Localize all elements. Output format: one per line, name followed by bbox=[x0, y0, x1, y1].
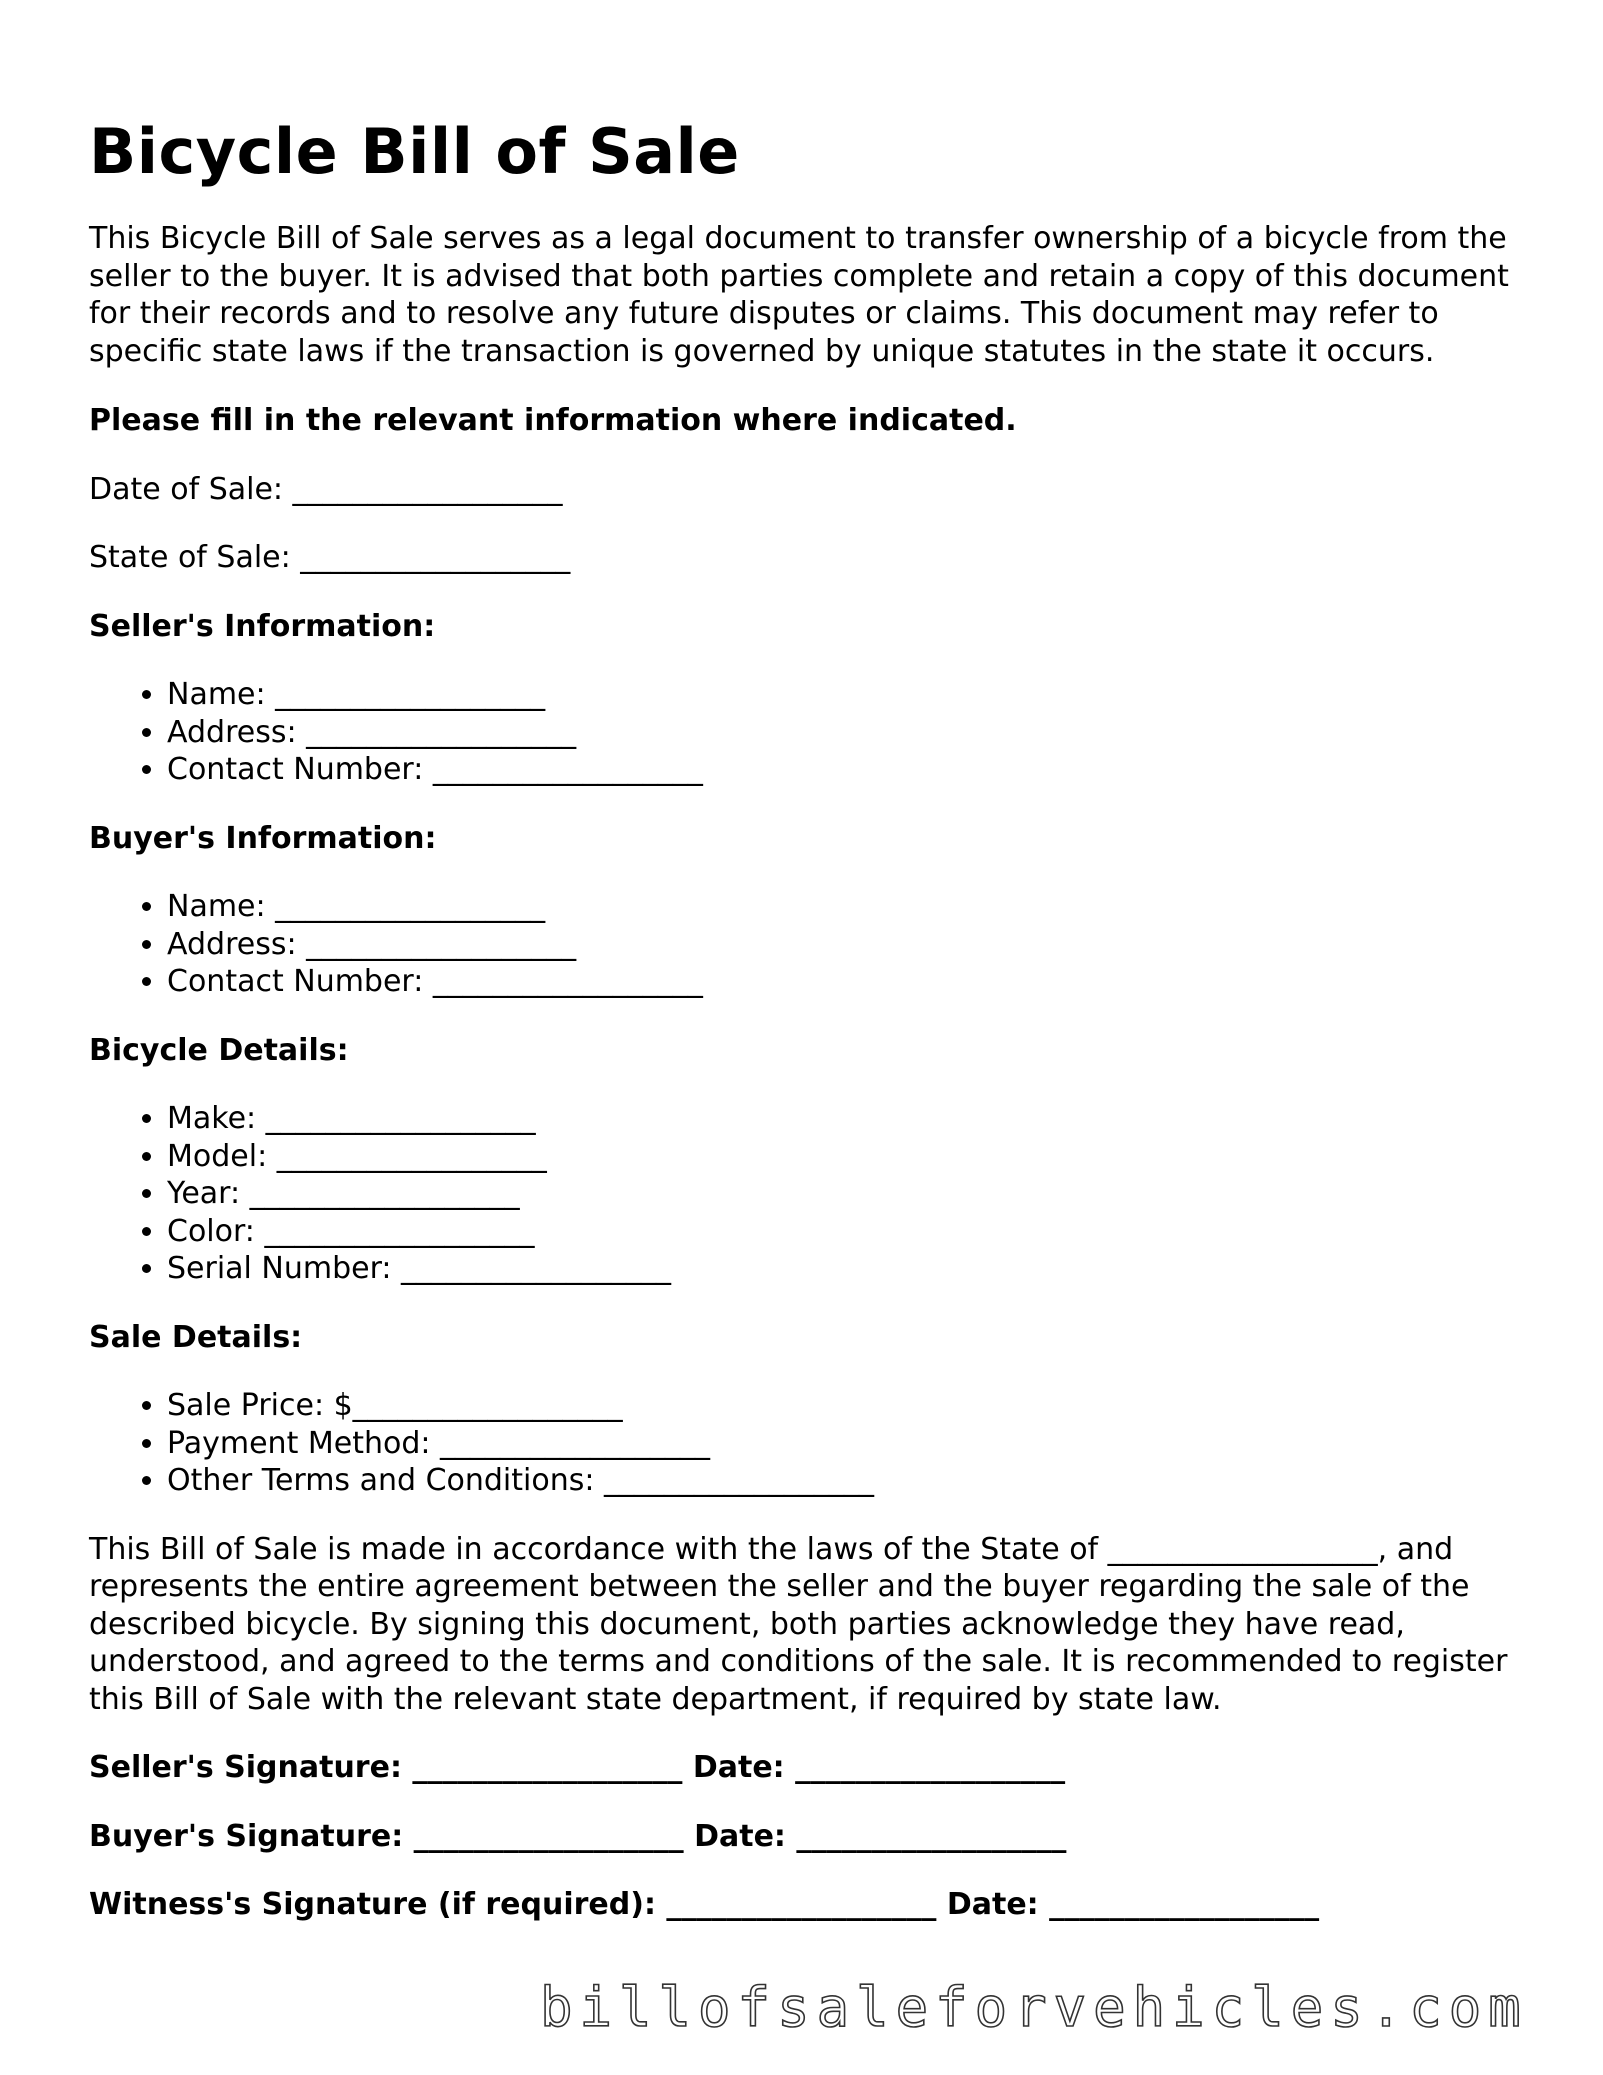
buyer-address-field: • Address: __________________ bbox=[167, 926, 1529, 964]
bicycle-serial-field: • Serial Number: __________________ bbox=[167, 1250, 1529, 1288]
document-page bbox=[89, 108, 1529, 1924]
instruction-text: Please fill in the relevant information where indicated. bbox=[89, 403, 1017, 438]
seller-address-field: • Address: __________________ bbox=[167, 714, 1529, 752]
bicycle-heading: Bicycle Details: bbox=[89, 1032, 349, 1068]
bicycle-color-field: • Color: __________________ bbox=[167, 1213, 1529, 1251]
bicycle-model-field: • Model: __________________ bbox=[167, 1138, 1529, 1176]
sale-details-list bbox=[89, 1387, 1529, 1500]
buyer-name-field: • Name: __________________ bbox=[167, 888, 1529, 926]
buyer-signature-line: Buyer's Signature: __________________ Date: __________________ bbox=[89, 1818, 1067, 1854]
payment-method-field: • Payment Method: __________________ bbox=[167, 1425, 1529, 1463]
seller-heading: Seller's Information: bbox=[89, 608, 436, 644]
sale-price-field: • Sale Price: $__________________ bbox=[167, 1387, 1529, 1425]
date-of-sale-field: Date of Sale: __________________ bbox=[89, 471, 563, 507]
bicycle-year-field: • Year: __________________ bbox=[167, 1175, 1529, 1213]
seller-name-field: • Name: __________________ bbox=[167, 676, 1529, 714]
bicycle-make-field: • Make: __________________ bbox=[167, 1100, 1529, 1138]
bicycle-details-list bbox=[89, 1100, 1529, 1288]
seller-signature-line: Seller's Signature: __________________ Date: __________________ bbox=[89, 1750, 1066, 1785]
buyer-heading: Buyer's Information: bbox=[89, 820, 437, 856]
closing-paragraph: This Bill of Sale is made in accordance with the laws of the State of __________________, and represents the entire agreement between the seller and the buyer regarding the sale of the described bicycle. By signing this document, both parties acknowledge they have read, understood, and agreed to the terms and conditions of the sale. It is recommended to register this Bill of Sale with the relevant state department, if required by state law. bbox=[89, 1531, 1508, 1717]
other-terms-field: • Other Terms and Conditions: __________________ bbox=[167, 1462, 1529, 1500]
witness-signature-line: Witness's Signature (if required): __________________ Date: __________________ bbox=[89, 1887, 1320, 1922]
document-title: Bicycle Bill of Sale bbox=[89, 115, 740, 188]
state-of-sale-field: State of Sale: __________________ bbox=[89, 540, 571, 575]
seller-info-list bbox=[89, 676, 1529, 789]
buyer-info-list bbox=[89, 888, 1529, 1001]
buyer-contact-field: • Contact Number: __________________ bbox=[167, 963, 1529, 1001]
sale-heading: Sale Details: bbox=[89, 1319, 303, 1355]
seller-contact-field: • Contact Number: __________________ bbox=[167, 751, 1529, 789]
site-watermark: billofsaleforvehicles.com bbox=[540, 1976, 1528, 2039]
intro-paragraph: This Bicycle Bill of Sale serves as a legal document to transfer ownership of a bicycle from the seller to the buyer. It is advised that both parties complete and retain a copy of this document for their records and to resolve any future disputes or claims. This document may refer to specific state laws if the transaction is governed by unique statutes in the state it occurs. bbox=[89, 221, 1509, 369]
